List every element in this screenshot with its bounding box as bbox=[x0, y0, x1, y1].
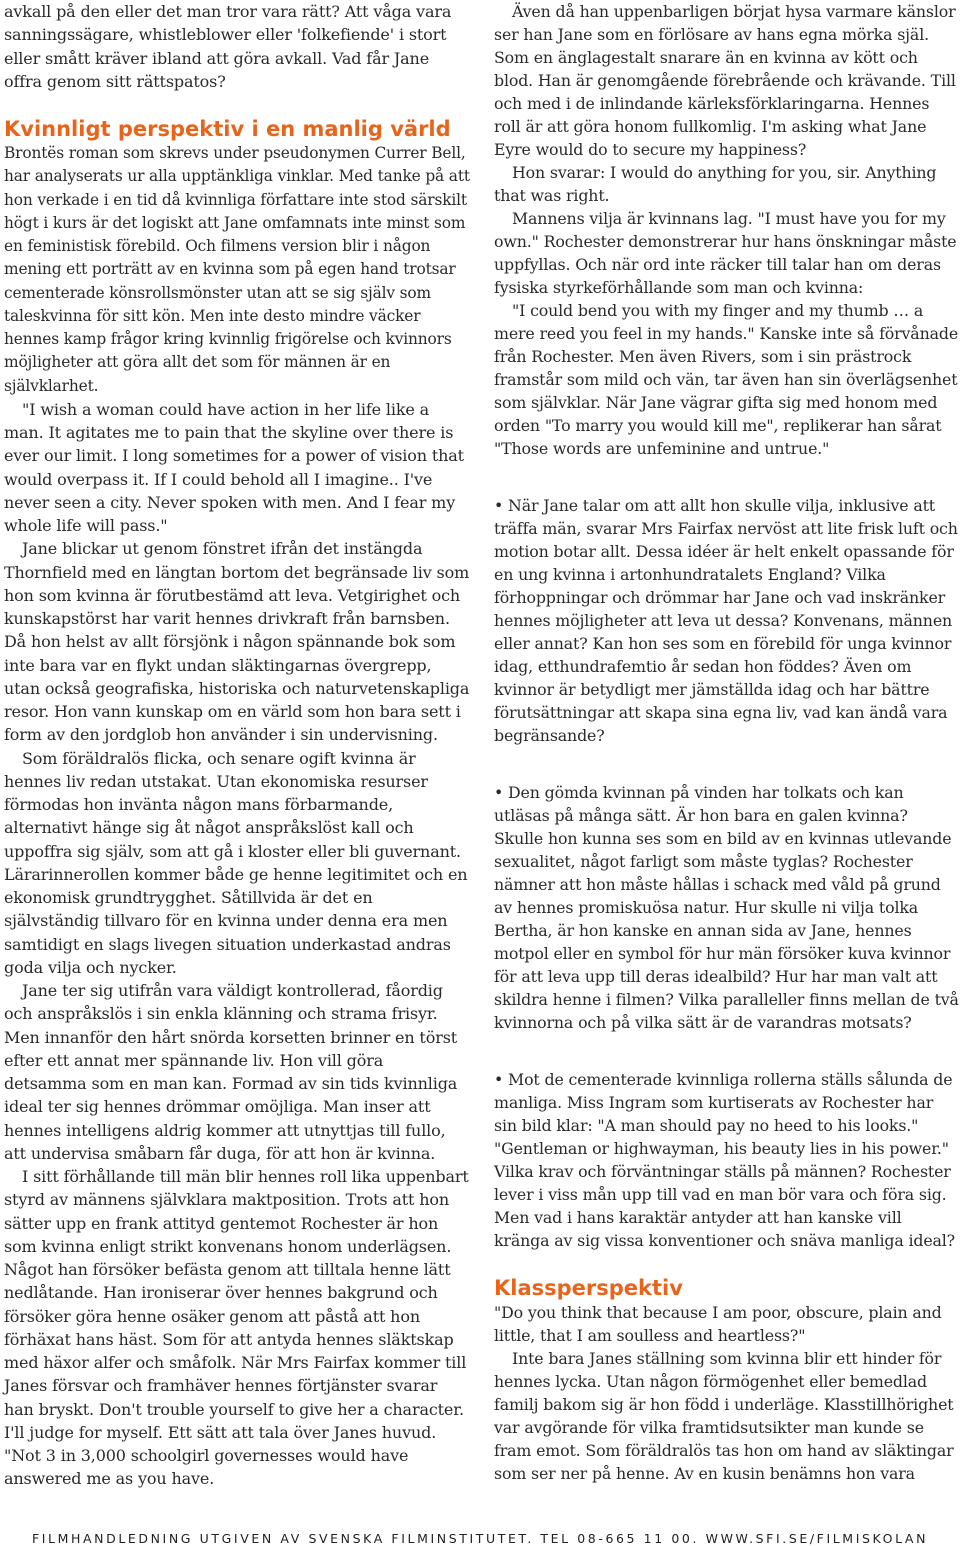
paragraph: Inte bara Janes ställning som kvinna blir ett hinder för hennes lycka. Utan någon förmögenhet eller bemedlad familj bakom sig är hon född i underläge. Klasstillhörighet var avgörande för vilka framtidsutsikter man kunde se fram emot. Som föräldralös tas hon om hand av släktingar som ser ner på henne. Av en kusin benämns hon vara bbox=[494, 1349, 954, 1483]
paragraph: avkall på den eller det man tror vara rätt? Att våga vara sanningssägare, whistleblower eller 'folkefiende' i stort eller smått kräver ibland att göra avkall. Vad får Jane offra genom sitt rättspatos? bbox=[4, 2, 452, 91]
spacer bbox=[4, 93, 470, 116]
paragraph: Jane ter sig utifrån vara väldigt kontrollerad, fåordig och anspråkslös i sin enkla klänning och strama frisyr. Men innanför den hårt snörda korsetten brinner en törst efter ett annat mer spännande liv. Hon vill göra detsamma som en man kan. Formad av sin tids kvinnliga ideal ter sig hennes drömmar omöjliga. Man inser att hennes intelligens aldrig kommer att utnyttjas till fullo, att undervisa småbarn får duga, för att hon är kvinna. bbox=[4, 981, 458, 1163]
spacer bbox=[494, 747, 960, 781]
spacer bbox=[494, 1252, 960, 1275]
bullet-item: • Mot de cementerade kvinnliga rollerna ställs sålunda de manliga. Miss Ingram som kurtiserats av Rochester har sin bild klar: "A man should pay no heed to his looks." "Gentleman or highwayman, his beauty lies in his power." Vilka krav och förväntningar ställs på männen? Rochester lever i viss mån upp till vad en man bör vara och föra sig. Men vad i hans karaktär antyder att han kanske vill kränga av sig vissa konventioner och snäva manliga ideal? bbox=[494, 1068, 960, 1252]
paragraph: I sitt förhållande till män blir hennes roll lika uppenbart styrd av männens självklara maktposition. Trots att hon sätter upp en frank attityd gentemot Rochester är hon som kvinna enligt strikt konvenans honom underlägsen. Något han försöker befästa genom att tilltala henne lätt nedlåtande. Han ironiserar över hennes bakgrund och försöker göra henne osäker genom att påstå att hon förhäxat hans häst. Som för att antyda hennes släktskap med häxor alfer och småfolk. När Mrs Fairfax kommer till Janes försvar och framhäver hennes förtjänster svarar han bryskt. Don't trouble yourself to give her a character. I'll judge for myself. Ett sätt att tala över Janes huvud. "Not 3 in 3,000 schoolgirl governesses would have answered me as you have. bbox=[4, 1167, 469, 1489]
paragraph: Som föräldralös flicka, och senare ogift kvinna är hennes liv redan utstakat. Utan ekonomiska resurser förmodas hon invänta någon mans förbarmande, alternativt hänge sig åt något anspråkslöst kall och uppoffra sig själv, som att gå i kloster eller bli guvernant. Lärarinnerollen kommer både ge henne legitimitet och en ekonomisk grundtrygghet. Såtillvida är det en självständig tillvaro för en kvinna under denna era men samtidigt en slags livegen situation underkastad andras goda vilja och nycker. bbox=[4, 748, 468, 977]
quote-paragraph: "I wish a woman could have action in her life like a man. It agitates me to pain that the skyline over there is ever our limit. I long sometimes for a power of vision that would overpass it. If I could behold all I imagine.. I've never seen a city. Never spoken with men. And I fear my whole life will pass." bbox=[4, 399, 464, 535]
paragraph: Även då han uppenbarligen börjat hysa varmare känslor ser han Jane som en förlösare av hans egna mörka själ. Som en änglagestalt snarare än en kvinna av kött och blod. Han är genomgående förebrående och krävande. Till och med i de inlindande kärleksförklaringarna. Hennes roll är att göra honom fullkomlig. I'm asking what Jane Eyre would do to secure my happiness? bbox=[494, 2, 956, 159]
spacer bbox=[494, 1034, 960, 1068]
section-heading: Klassperspektiv bbox=[494, 1276, 683, 1300]
paragraph: Mannens vilja är kvinnans lag. "I must have you for my own." Rochester demonstrerar hur hans önskningar måste uppfyllas. Och när ord inte räcker till talar han om deras fysiska styrkeförhållande som man och kvinna: bbox=[494, 209, 957, 297]
section-heading: Kvinnligt perspektiv i en manlig värld bbox=[4, 117, 451, 141]
paragraph: Hon svarar: I would do anything for you, sir. Anything that was right. bbox=[494, 163, 937, 205]
quote-paragraph: "Do you think that because I am poor, obscure, plain and little, that I am soulless and heartless?" bbox=[494, 1303, 942, 1345]
bullet-item: • När Jane talar om att allt hon skulle vilja, inklusive att träffa män, svarar Mrs Fairfax nervöst att lite frisk luft och motion botar allt. Dessa idéer är helt enkelt opassande för en ung kvinna i artonhundratalets England? Vilka förhoppningar och drömmar har Jane och vad inskränker hennes möjligheter att leva ut dessa? Konvenans, männen eller annat? Kan hon ses som en förebild för unga kvinnor idag, etthundrafemtio år sedan hon föddes? Även om kvinnor är betydligt mer jämställda idag och har bättre förutsättningar att skapa sina egna liv, vad kan ändå vara begränsande? bbox=[494, 494, 960, 747]
right-column bbox=[494, 0, 960, 1485]
page-footer: FILMHANDLEDNING UTGIVEN AV SVENSKA FILMINSTITUTET. TEL 08-665 11 00. WWW.SFI.SE/FILMISKOLAN bbox=[31, 1531, 929, 1546]
paragraph: Brontës roman som skrevs under pseudonymen Currer Bell, har analyserats ur alla upptänkliga vinklar. Med tanke på att hon verkade i en tid då kvinnliga författare inte stod särskilt högt i kurs är det logiskt att Jane omfamnats inte minst som en feministisk förebild. Och filmens version blir i någon mening ett porträtt av en kvinna som på egen hand trotsar cementerade könsrollsmönster utan att se sig själv som taleskvinna för sitt kön. Men inte desto mindre väcker hennes kamp frågor kring kvinnlig frigörelse och kvinnors möjligheter att göra allt det som för männen är en självklarhet. bbox=[4, 144, 470, 395]
left-column bbox=[4, 0, 470, 1491]
paragraph: "I could bend you with my finger and my thumb … a mere reed you feel in my hands." Kanske inte så förvånade från Rochester. Men även Rivers, som i sin prästrock framstår som mild och vän, tar även han sin överlägsenhet som självklar. När Jane vägrar gifta sig med honom med orden "To marry you would kill me", replikerar han sårat "Those words are unfeminine and untrue." bbox=[494, 301, 959, 458]
bullet-item: • Den gömda kvinnan på vinden har tolkats och kan utläsas på många sätt. Är hon bara en galen kvinna? Skulle hon kunna ses som en bild av en kvinnas utlevande sexualitet, något farligt som måste tyglas? Rochester nämner att hon måste hållas i schack med våld på grund av hennes promiskuösa natur. Hur skulle ni vilja tolka Bertha, är hon kanske en annan sida av Jane, hennes motpol eller en symbol för hur män försöker kuva kvinnor för att leva upp till deras idealbild? Hur har man valt att skildra henne i filmen? Vilka paralleller finns mellan de två kvinnorna och på vilka sätt är de varandras motsats? bbox=[494, 781, 960, 1034]
paragraph: Jane blickar ut genom fönstret ifrån det instängda Thornfield med en längtan bortom det begränsade liv som hon som kvinna är förutbestämd att leva. Vetgirighet och kunskapstörst har varit hennes drivkraft från barnsben. Då hon helst av allt försjönk i någon spännande bok som inte bara var en flykt undan släktingarnas övergrepp, utan också geografiska, historiska och naturvetenskapliga resor. Hon vann kunskap om en värld som hon bara sett i form av den jordglob hon använder i sin undervisning. bbox=[4, 539, 470, 745]
spacer bbox=[494, 460, 960, 494]
